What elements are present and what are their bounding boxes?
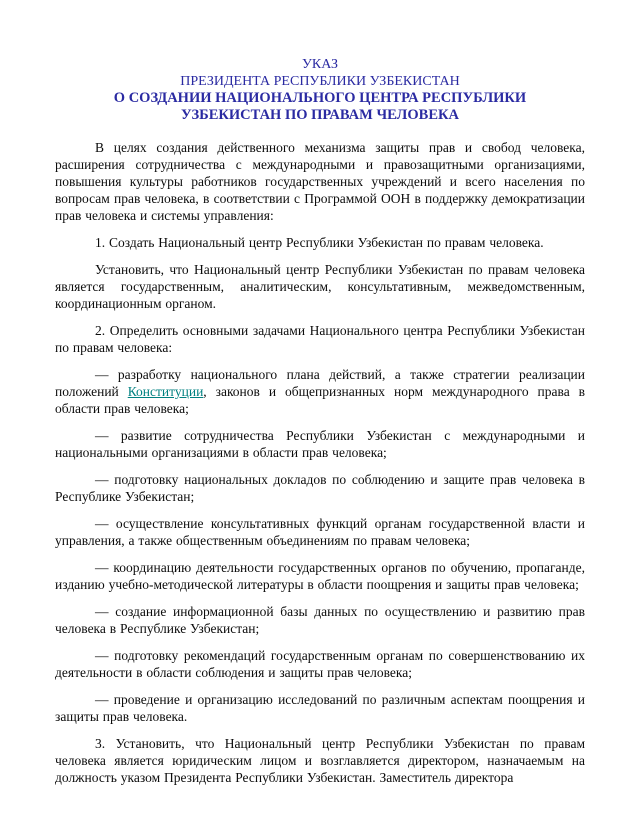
paragraph-text: — подготовку рекомендаций государственным органам по совершенствованию их деятельности в области соблюдения и защиты прав человека; [55,648,585,680]
paragraph-text: 1. Создать Национальный центр Республики Узбекистан по правам человека. [95,235,544,250]
paragraph [55,139,585,224]
document-body [55,139,585,786]
title-line-president: ПРЕЗИДЕНТА РЕСПУБЛИКИ УЗБЕКИСТАН [180,74,460,89]
paragraph-text: 2. Определить основными задачами Национального центра Республики Узбекистан по правам человека: [55,323,585,355]
paragraph [55,691,585,725]
paragraph-text: — разработку национального плана действий, а также стратегии реализации положений [55,367,585,399]
paragraph [55,735,585,786]
paragraph-text: Установить, что Национальный центр Республики Узбекистан по правам человека является государственным, аналитическим, консультативным, межведомственным, координационным органом. [55,262,585,311]
paragraph [55,559,585,593]
paragraph-text: — развитие сотрудничества Республики Узбекистан с международными и национальными организациями в области прав человека; [55,428,585,460]
paragraph-text: В целях создания действенного механизма защиты прав и свобод человека, расширения сотрудничества с международными и правозащитными организациями, повышения культуры работников государственных учреждений и всего населения по вопросам прав человека, в соответствии с Программой ООН в поддержку демократизации прав человека и системы управления: [55,140,585,223]
paragraph-text: — подготовку национальных докладов по соблюдению и защите прав человека в Республике Узбекистан; [55,472,585,504]
document-title [55,56,585,124]
paragraph-text: — осуществление консультативных функций органам государственной власти и управления, а также общественным объединениям по правам человека; [55,516,585,548]
paragraph [55,234,585,251]
paragraph [55,471,585,505]
title-line-decree: УКАЗ [301,57,339,72]
paragraph-text: , законов и общепризнанных норм международного права в области прав человека; [55,384,586,416]
paragraph-text: 3. Установить, что Национальный центр Республики Узбекистан по правам человека является юридическим лицом и возглавляется директором, назначаемым на должность указом Президента Республики Узбекистан. Заместитель директора [55,736,585,785]
constitution-link[interactable]: Конституции [127,384,204,399]
paragraph-text: — проведение и организацию исследований по различным аспектам поощрения и защиты прав человека. [55,692,585,724]
paragraph-text: — создание информационной базы данных по осуществлению и развитию прав человека в Республике Узбекистан; [55,604,585,636]
title-line-subject: О СОЗДАНИИ НАЦИОНАЛЬНОГО ЦЕНТРА РЕСПУБЛИКИ УЗБЕКИСТАН ПО ПРАВАМ ЧЕЛОВЕКА [113,90,527,123]
paragraph [55,647,585,681]
paragraph [55,366,585,417]
paragraph [55,322,585,356]
paragraph-text: — координацию деятельности государственных органов по обучению, пропаганде, изданию учебно-методической литературы в области поощрения и защиты прав человека; [55,560,585,592]
paragraph [55,261,585,312]
paragraph [55,427,585,461]
paragraph [55,603,585,637]
paragraph [55,515,585,549]
